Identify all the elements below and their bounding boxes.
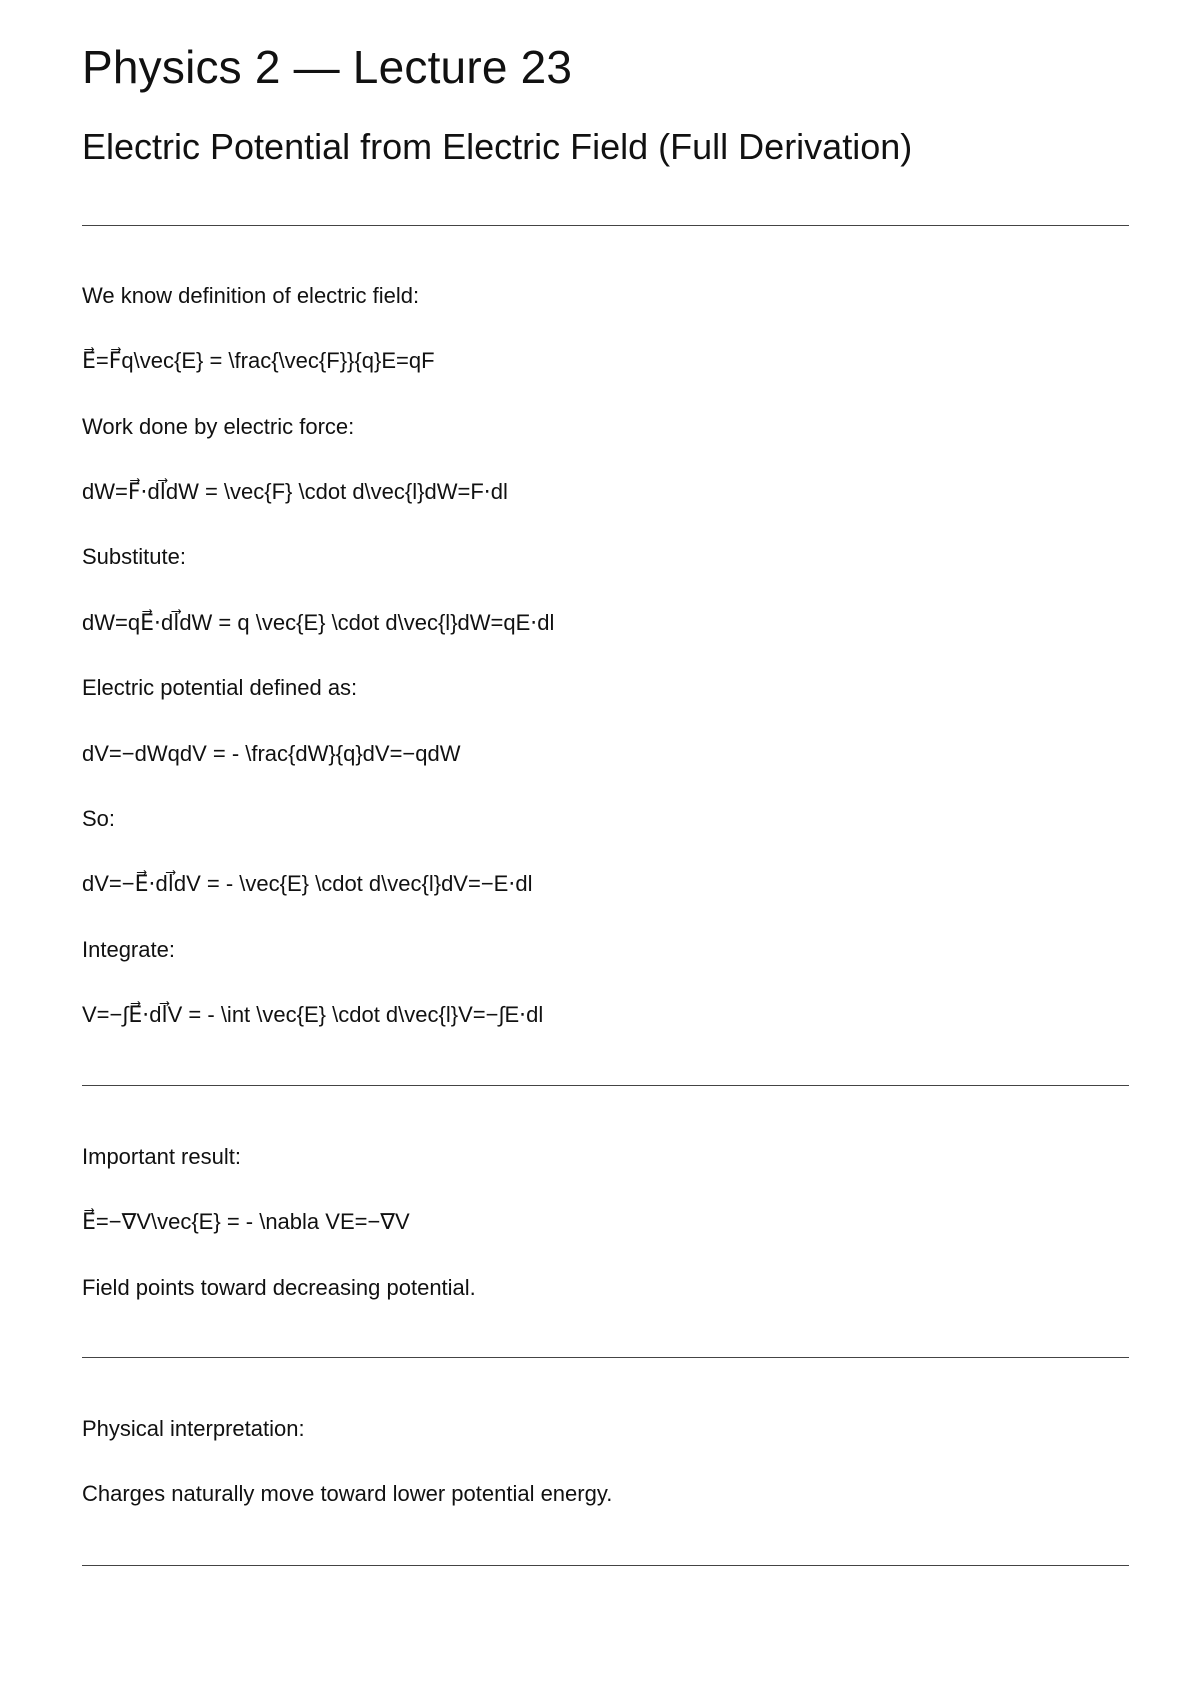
so-label: So: xyxy=(82,806,116,831)
page-subtitle: Electric Potential from Electric Field (Full Derivation) xyxy=(82,126,913,167)
page-title: Physics 2 — Lecture 23 xyxy=(82,41,573,93)
equation-potential: dV=−dWqdV = - \frac{dW}{q}dV=−qdW xyxy=(82,741,461,766)
integrate-label: Integrate: xyxy=(82,937,175,962)
intro-text: We know definition of electric field: xyxy=(82,283,420,308)
work-label: Work done by electric force: xyxy=(82,414,355,439)
equation-result: E⃗=−∇V\vec{E} = - \nabla VE=−∇V xyxy=(82,1209,410,1234)
result-note: Field points toward decreasing potential. xyxy=(82,1275,476,1300)
interpretation-text: Charges naturally move toward lower potential energy. xyxy=(82,1481,613,1506)
equation-integrate: V=−∫E⃗⋅dl⃗V = - \int \vec{E} \cdot d\vec{l}V=−∫E⋅dl xyxy=(82,1002,544,1027)
equation-field-definition: E⃗=F⃗q\vec{E} = \frac{\vec{F}}{q}E=qF xyxy=(82,348,435,373)
divider xyxy=(82,1565,1129,1566)
equation-substitute: dW=qE⃗⋅dl⃗dW = q \vec{E} \cdot d\vec{l}dW=qE⋅dl xyxy=(82,610,555,635)
divider xyxy=(82,225,1129,226)
interpretation-label: Physical interpretation: xyxy=(82,1416,305,1441)
divider xyxy=(82,1085,1129,1086)
equation-work: dW=F⃗⋅dl⃗dW = \vec{F} \cdot d\vec{l}dW=F⋅dl xyxy=(82,479,508,504)
equation-so: dV=−E⃗⋅dl⃗dV = - \vec{E} \cdot d\vec{l}dV=−E⋅dl xyxy=(82,871,533,896)
substitute-label: Substitute: xyxy=(82,544,186,569)
result-label: Important result: xyxy=(82,1144,241,1169)
potential-label: Electric potential defined as: xyxy=(82,675,358,700)
divider xyxy=(82,1357,1129,1358)
